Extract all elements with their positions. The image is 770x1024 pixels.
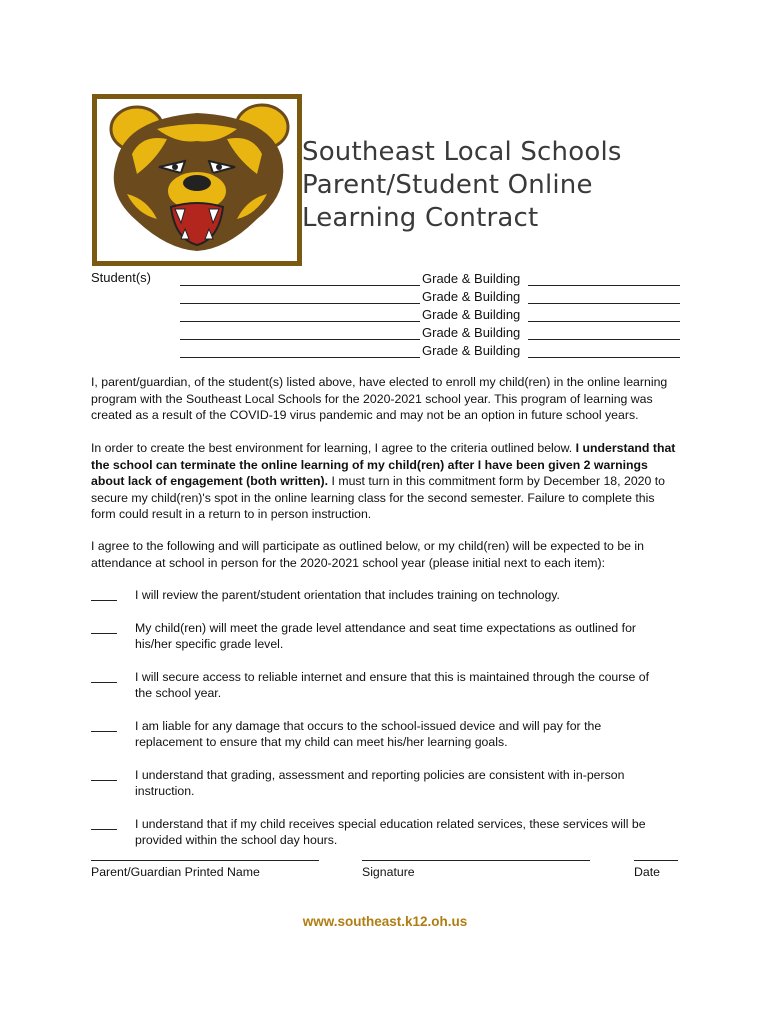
student-name-field[interactable] xyxy=(180,273,420,286)
grade-building-label: Grade & Building xyxy=(422,271,521,286)
student-row xyxy=(180,322,700,340)
date-label: Date xyxy=(634,865,660,879)
grade-building-field[interactable] xyxy=(528,291,680,304)
criteria-paragraph xyxy=(91,440,681,523)
student-name-field[interactable] xyxy=(180,291,420,304)
agreement-items xyxy=(91,587,681,849)
grade-building-field[interactable] xyxy=(528,309,680,322)
item-text: I will review the parent/student orientation that includes training on technology. xyxy=(135,588,560,602)
page-title xyxy=(302,136,742,235)
initial-field[interactable] xyxy=(91,621,117,634)
students-label: Student(s) xyxy=(91,270,151,285)
title-line-3: Learning Contract xyxy=(302,203,539,233)
grade-building-field[interactable] xyxy=(528,273,680,286)
criteria-text-end: I must turn in this commitment form by December 18, 2020 to secure my child(ren)'s spot in the online learning class for the second semester. Failure to complete this form could result in a return to in person instruction. xyxy=(91,474,666,521)
item-text: I am liable for any damage that occurs to the school-issued device and will pay for the replacement to ensure that my child can meet his/her learning goals. xyxy=(135,718,602,749)
student-name-field[interactable] xyxy=(180,327,420,340)
grade-building-field[interactable] xyxy=(528,345,680,358)
agreement-paragraph: I agree to the following and will participate as outlined below, or my child(ren) will be expected to be in attendance at school in person for the 2020-2021 school year (please initial next to each item): xyxy=(91,539,644,570)
grade-building-label: Grade & Building xyxy=(422,325,521,340)
student-row xyxy=(180,304,700,322)
termination-warning: I understand that the school can terminate the online learning of my child(ren) after I have been given 2 warnings about lack of engagement (both written). xyxy=(91,441,676,488)
item-text: I understand that if my child receives special education related services, these services will be provided within the school day hours. xyxy=(135,816,646,847)
grade-building-label: Grade & Building xyxy=(422,343,521,358)
list-item xyxy=(91,587,681,604)
initial-field[interactable] xyxy=(91,670,117,683)
signature-label: Signature xyxy=(362,865,415,879)
student-name-field[interactable] xyxy=(180,309,420,322)
student-row xyxy=(180,286,700,304)
intro-paragraph: I, parent/guardian, of the student(s) listed above, have elected to enroll my child(ren) in the online learning program with the Southeast Local Schools for the 2020-2021 school year. This program of learning was created as a result of the COVID-19 virus pandemic and may not be an option in future school years. xyxy=(91,375,668,422)
printed-name-label: Parent/Guardian Printed Name xyxy=(91,865,260,879)
initial-field[interactable] xyxy=(91,719,117,732)
item-text: I will secure access to reliable internet and ensure that this is maintained through the course of the school year. xyxy=(135,669,650,700)
student-row xyxy=(180,340,700,358)
signature-block xyxy=(362,860,590,879)
bear-mascot-icon xyxy=(97,99,297,261)
date-block xyxy=(634,860,678,879)
grade-building-field[interactable] xyxy=(528,327,680,340)
grade-building-label: Grade & Building xyxy=(422,289,521,304)
student-name-field[interactable] xyxy=(180,345,420,358)
footer-url: www.southeast.k12.oh.us xyxy=(302,914,468,929)
student-row xyxy=(180,268,700,286)
list-item xyxy=(91,669,681,702)
list-item xyxy=(91,767,681,800)
date-line[interactable] xyxy=(634,860,678,861)
printed-name-line[interactable] xyxy=(91,860,319,861)
title-line-1: Southeast Local Schools xyxy=(302,137,622,167)
signature-line[interactable] xyxy=(362,860,590,861)
grade-building-label: Grade & Building xyxy=(422,307,521,322)
initial-field[interactable] xyxy=(91,768,117,781)
criteria-text-start: In order to create the best environment for learning, I agree to the criteria outlined below. xyxy=(91,441,576,455)
item-text: I understand that grading, assessment and reporting policies are consistent with in-person instruction. xyxy=(135,767,625,798)
initial-field[interactable] xyxy=(91,588,117,601)
student-rows xyxy=(180,268,700,358)
list-item xyxy=(91,816,681,849)
list-item xyxy=(91,718,681,751)
printed-name-block xyxy=(91,860,319,879)
bear-logo xyxy=(92,94,302,266)
title-line-2: Parent/Student Online xyxy=(302,170,593,200)
list-item xyxy=(91,620,681,653)
item-text: My child(ren) will meet the grade level attendance and seat time expectations as outlined for his/her specific grade level. xyxy=(135,620,637,651)
initial-field[interactable] xyxy=(91,817,117,830)
